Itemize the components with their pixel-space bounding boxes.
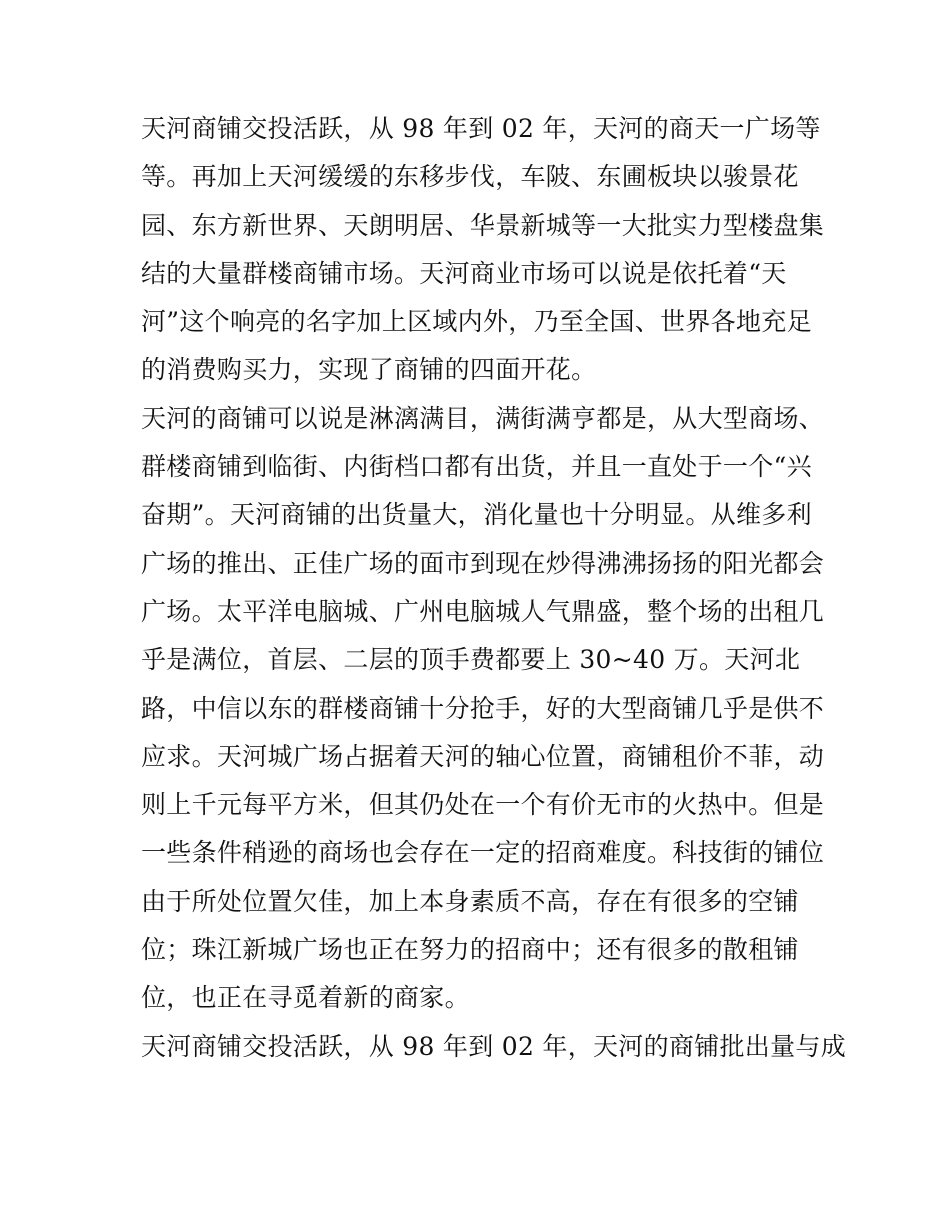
text-line: 河”这个响亮的名字加上区域内外，乃至全国、世界各地充足 [141,307,812,337]
paragraph-2 [141,402,825,1030]
text-line: 天河商铺交投活跃，从 98 年到 02 年，天河的商天一广场等 [141,114,821,143]
text-line: 天河商铺交投活跃，从 98 年到 02 年，天河的商铺批出量与成 [141,1031,847,1061]
text-line: 广场的推出、正佳广场的面市到现在炒得沸沸扬扬的阳光都会 [141,548,825,578]
paragraph-1 [141,112,825,402]
text-line: 的消费购买力，实现了商铺的四面开花。 [141,355,597,385]
text-line: 位，也正在寻觅着新的商家。 [141,983,470,1013]
text-line: 奋期”。天河商铺的出货量大，消化量也十分明显。从维多利 [141,500,812,530]
text-line: 位；珠江新城广场也正在努力的招商中；还有很多的散租铺 [141,935,799,965]
text-line: 乎是满位，首层、二层的顶手费都要上 30~40 万。天河北 [141,645,801,675]
text-line: 则上千元每平方米，但其仍处在一个有价无市的火热中。但是 [141,790,825,820]
text-line: 等。再加上天河缓缓的东移步伐，车陂、东圃板块以骏景花 [141,162,799,192]
text-line: 广场。太平洋电脑城、广州电脑城人气鼎盛，整个场的出租几 [141,596,825,626]
paragraph-3 [141,1030,847,1078]
text-line: 天河的商铺可以说是淋漓满目，满街满亨都是，从大型商场、 [141,403,825,433]
text-line: 一些条件稍逊的商场也会存在一定的招商难度。科技街的铺位 [141,838,825,868]
text-line: 路，中信以东的群楼商铺十分抢手，好的大型商铺几乎是供不 [141,693,825,723]
text-line: 由于所处位置欠佳，加上本身素质不高，存在有很多的空铺 [141,886,799,916]
text-line: 结的大量群楼商铺市场。天河商业市场可以说是依托着“天 [141,258,787,288]
text-line: 群楼商铺到临街、内街档口都有出货，并且一直处于一个“兴 [141,452,812,482]
text-line: 园、东方新世界、天朗明居、华景新城等一大批实力型楼盘集 [141,210,825,240]
text-line: 应求。天河城广场占据着天河的轴心位置，商铺租价不菲，动 [141,741,825,771]
document-body [141,112,847,1078]
